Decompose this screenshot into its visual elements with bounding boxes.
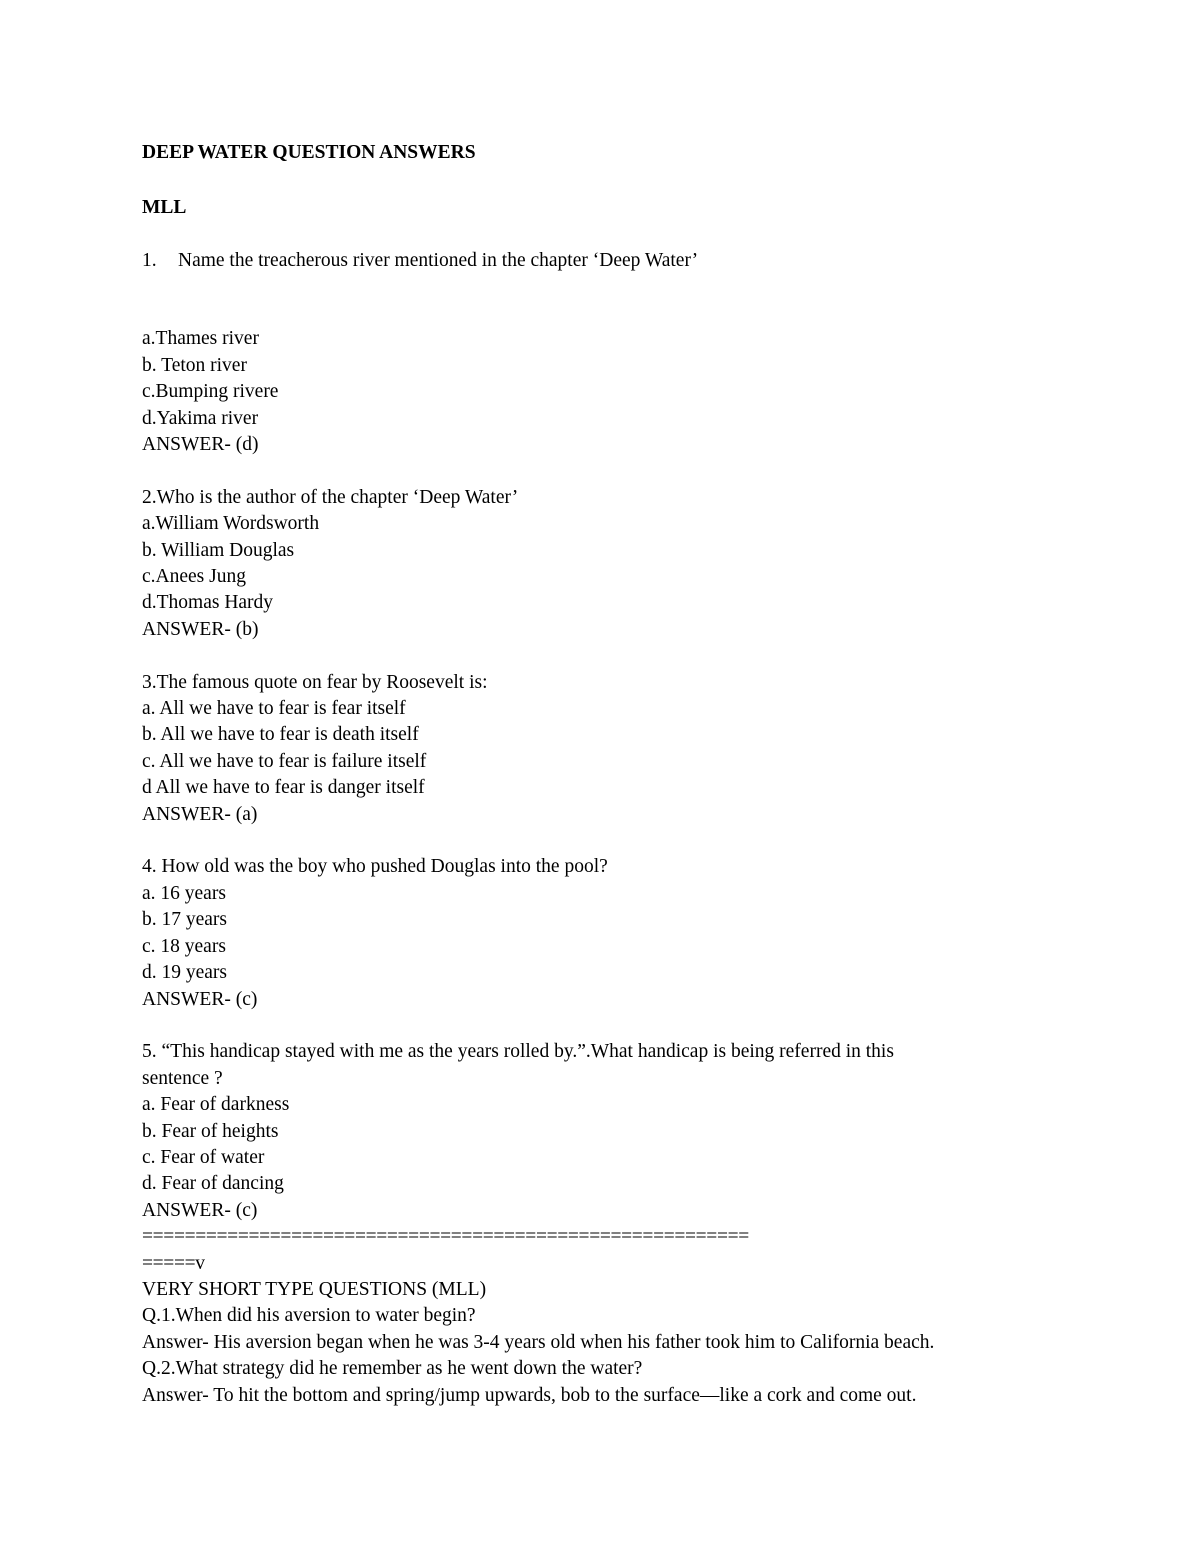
answer: ANSWER- (a) [142,803,258,825]
question-3-text: 3.The famous quote on fear by Roosevelt is: [142,671,488,693]
option: b. All we have to fear is death itself [142,724,419,746]
option: b. William Douglas [142,539,295,561]
option: c.Anees Jung [142,566,246,588]
short-answer: Answer- To hit the bottom and spring/jump upwards, bob to the surface—like a cork and come out. [142,1384,917,1406]
question-2-text: 2.Who is the author of the chapter ‘Deep Water’ [142,486,519,508]
short-question: Q.2.What strategy did he remember as he went down the water? [142,1358,643,1380]
answer: ANSWER- (c) [142,988,258,1010]
option: a.Thames river [142,328,259,350]
option: d.Thomas Hardy [142,592,274,614]
short-questions-section [142,1277,1062,1409]
option: b. Teton river [142,354,247,376]
option: c. All we have to fear is failure itself [142,750,427,772]
answer: ANSWER- (d) [142,434,259,456]
question-1-prompt [142,248,1062,274]
section-heading: VERY SHORT TYPE QUESTIONS (MLL) [142,1278,487,1300]
question-5-text-line1: 5. “This handicap stayed with me as the years rolled by.”.What handicap is being referred in this [142,1041,894,1063]
option: c.Bumping rivere [142,381,279,403]
option: a.William Wordsworth [142,513,320,535]
answer: ANSWER- (c) [142,1199,258,1221]
question-4 [142,854,1062,1012]
question-5-text-line2: sentence ? [142,1067,223,1089]
option: d. Fear of dancing [142,1173,284,1195]
option: c. Fear of water [142,1146,265,1168]
option: a. 16 years [142,882,226,904]
option: d.Yakima river [142,407,259,429]
question-3 [142,670,1062,828]
option: a. All we have to fear is fear itself [142,698,406,720]
question-1-number: 1. [142,250,157,271]
document-title: DEEP WATER QUESTION ANSWERS [142,142,476,163]
question-1-options [142,326,1062,458]
short-answer: Answer- His aversion began when he was 3-4 years old when his father took him to California beach. [142,1331,935,1353]
question-1-text: Name the treacherous river mentioned in the chapter ‘Deep Water’ [178,250,699,271]
option: b. 17 years [142,909,228,931]
question-5 [142,1039,1062,1224]
option: c. 18 years [142,935,226,957]
option: d All we have to fear is danger itself [142,777,425,799]
question-2 [142,485,1062,643]
document-subtitle: MLL [142,197,187,218]
option: b. Fear of heights [142,1120,279,1142]
document-body [142,140,1062,1409]
option: a. Fear of darkness [142,1094,290,1116]
separator-line-1: ========================================================= [142,1226,749,1248]
answer: ANSWER- (b) [142,618,259,640]
option: d. 19 years [142,962,228,984]
separator-line-2: =====v [142,1252,205,1274]
short-question: Q.1.When did his aversion to water begin? [142,1305,476,1327]
question-4-text: 4. How old was the boy who pushed Douglas into the pool? [142,856,608,878]
